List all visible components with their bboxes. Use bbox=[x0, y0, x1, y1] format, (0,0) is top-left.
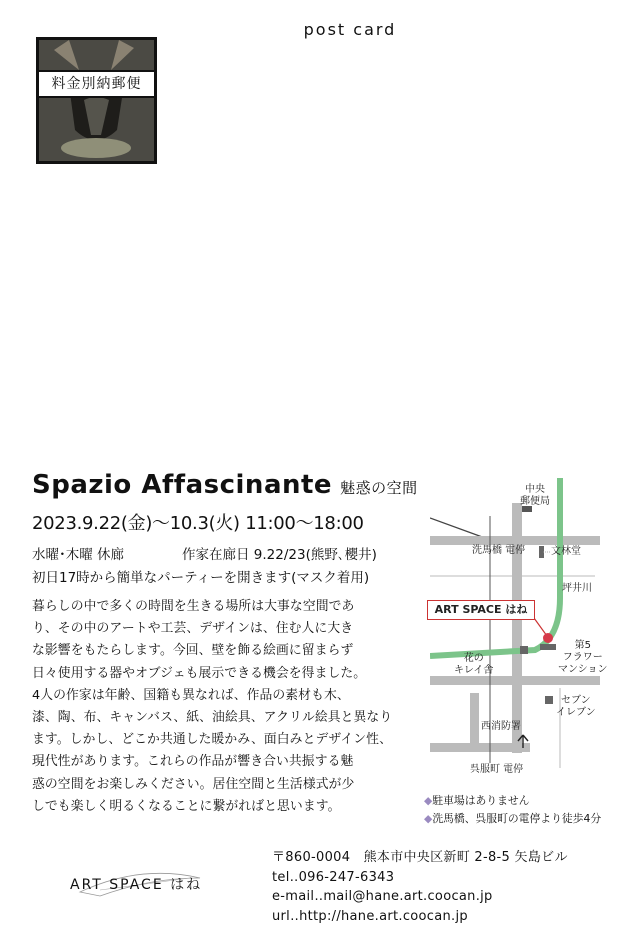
description-line: 日々使用する器やオブジェも展示できる機会を得ました。 bbox=[32, 665, 367, 681]
map-label-post-office: 中央 郵便局 bbox=[520, 484, 550, 507]
description-line: 暮らしの中で多くの時間を生きる場所は大事な空間であ bbox=[32, 599, 355, 614]
map-label-tsuboi-river: 坪井川 bbox=[562, 583, 592, 594]
diamond-icon: ◆ bbox=[424, 794, 433, 807]
description-line: 惑の空間をお楽しみください。居住空間と生活様式が少 bbox=[32, 776, 355, 792]
map-label-nishi-fire-station: 西消防署 bbox=[481, 721, 521, 732]
postage-stamp-area bbox=[36, 37, 157, 164]
contact-info bbox=[272, 848, 568, 926]
description-line: な影響をもたらします。今回、壁を飾る絵画に留まらず bbox=[32, 643, 354, 659]
title-subtitle: 魅惑の空間 bbox=[340, 479, 418, 497]
address: 〒860-0004 熊本市中央区新町 2-8-5 矢島ビル bbox=[272, 850, 568, 865]
exhibition-title bbox=[32, 470, 418, 500]
closed-days: 水曜･木曜 休廊 bbox=[32, 547, 125, 563]
description-line: しでも楽しく明るくなることに繋がればと思います。 bbox=[32, 798, 341, 814]
diamond-icon: ◆ bbox=[424, 812, 433, 825]
map-label-art-space: ART SPACE はね bbox=[427, 600, 535, 620]
note-item bbox=[424, 792, 601, 810]
note-text: 洗馬橋、呉服町の電停より徒歩4分 bbox=[432, 812, 602, 825]
access-notes bbox=[424, 792, 601, 828]
postcard-header: post card bbox=[303, 20, 397, 39]
map-label-hana-no-kireisha: 花の キレイ舎 bbox=[454, 653, 494, 676]
map-label-araibashi-stop: 洗馬橋 電停 bbox=[472, 545, 526, 556]
telephone: tel‥096-247-6343 bbox=[272, 869, 395, 885]
website-link[interactable]: url‥http://hane.art.coocan.jp bbox=[272, 908, 468, 924]
description-line: 現代性があります。これらの作品が響き合い共振する魅 bbox=[32, 754, 354, 770]
description-line: 漆、陶、布、キャンバス、紙、油絵具、アクリル絵具と異なり bbox=[32, 710, 393, 726]
opening-party: 初日17時から簡単なパーティーを開きます(マスク着用) bbox=[32, 570, 370, 586]
fox-sculpture-photo bbox=[39, 40, 154, 161]
gallery-logo bbox=[70, 870, 220, 900]
description-line: ます。しかし、どこか共通した暖かみ、面白みとデザイン性、 bbox=[32, 732, 392, 748]
note-item bbox=[424, 810, 601, 828]
title-main: Spazio Affascinante bbox=[32, 470, 333, 500]
map-label-flower-mansion: 第5 フラワー マンション bbox=[558, 640, 608, 675]
description bbox=[32, 596, 402, 818]
access-map bbox=[430, 478, 608, 778]
map-label-gofukumachi-stop: 呉服町 電停 bbox=[470, 764, 524, 775]
note-text: 駐車場はありません bbox=[432, 794, 530, 807]
logo-text: ART SPACE はね bbox=[70, 877, 203, 893]
artist-attendance: 作家在廊日 9.22/23(熊野､櫻井) bbox=[182, 547, 377, 563]
map-roads bbox=[430, 478, 605, 778]
exhibition-dates: 2023.9.22(金)〜10.3(火) 11:00〜18:00 bbox=[32, 513, 364, 534]
map-label-bunrindo: 文林堂 bbox=[551, 546, 581, 557]
map-label-seven-eleven: セブン イレブン bbox=[556, 695, 596, 718]
description-line: 4人の作家は年齢、国籍も異なれば、作品の素材も木、 bbox=[32, 687, 350, 703]
email-link[interactable]: e-mail‥mail@hane.art.coocan.jp bbox=[272, 889, 493, 904]
description-line: り、その中のアートや工芸、デザインは、住む人に大き bbox=[32, 621, 354, 637]
stamp-label: 料金別納郵便 bbox=[39, 70, 154, 98]
